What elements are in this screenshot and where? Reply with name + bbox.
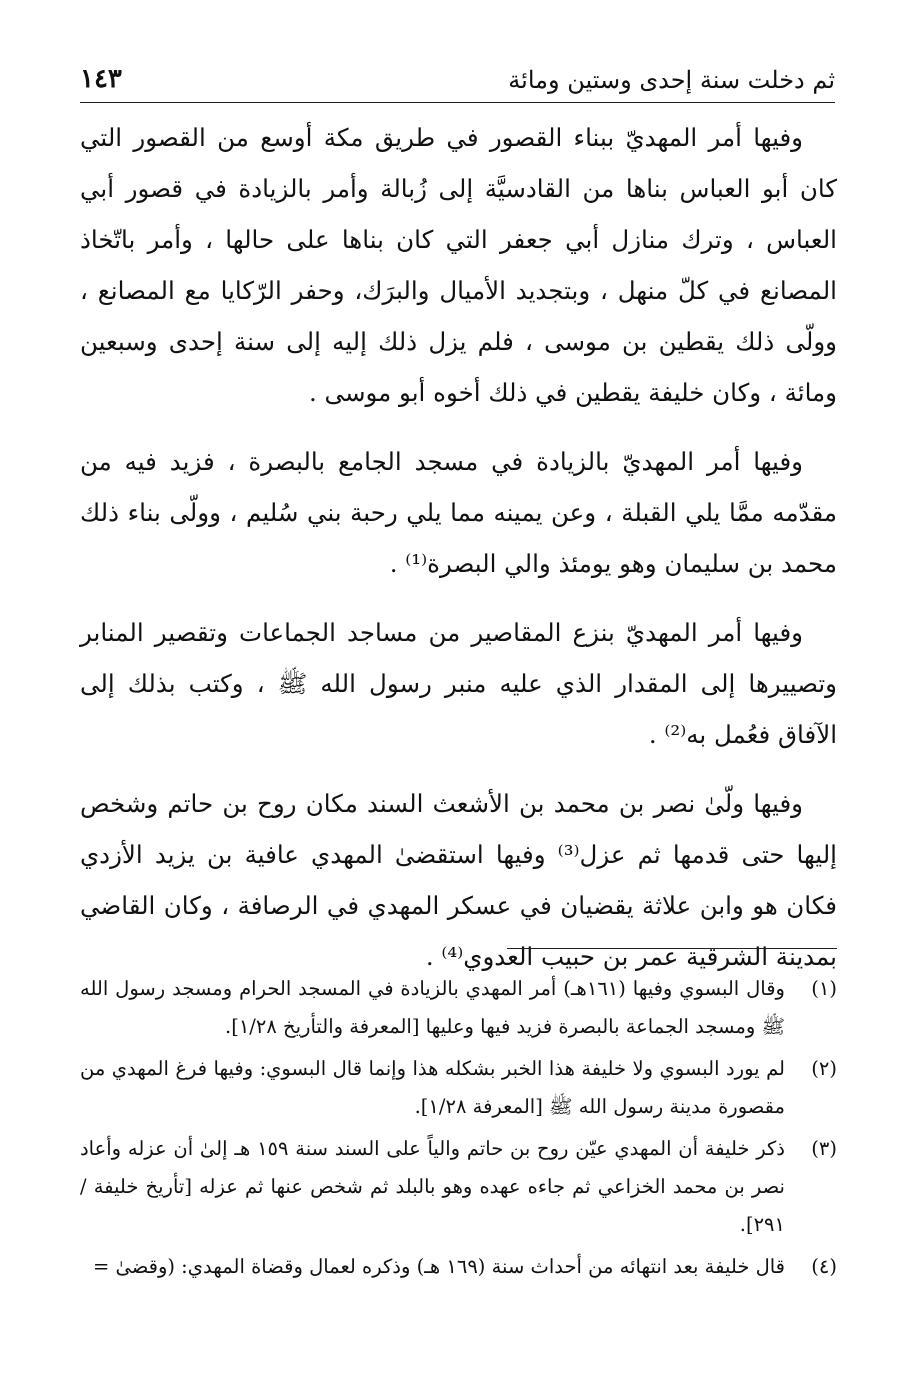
paragraph: وفيها ولّىٰ نصر بن محمد بن الأشعث السند مكان روح بن حاتم وشخص إليها حتى قدمها ثم عزل⁽³⁾ وفيها استقضىٰ المهدي عافية بن يزيد الأزدي فكان هو وابن علاثة يقضيان في عسكر المهدي في الرصافة ، وكان القاضي بمدينة الشرقية عمر بن حبيب العدوي⁽⁴⁾ . (80, 789, 837, 971)
footnote-divider (507, 948, 837, 949)
footnote-item (80, 1130, 837, 1244)
footnote-text: وقال البسوي وفيها (١٦١هـ) أمر المهدي بالزيادة في المسجد الحرام ومسجد رسول الله ﷺ ومسجد الجماعة بالبصرة فزيد فيها وعليها [المعرفة والتأريخ ١/٢٨]. (80, 977, 785, 1038)
footnote-item (80, 1050, 837, 1126)
footnotes (80, 970, 837, 1290)
running-title: ثم دخلت سنة إحدى وستين ومائة (508, 66, 835, 94)
paragraph: وفيها أمر المهديّ بنزع المقاصير من مساجد الجماعات وتقصير المنابر وتصييرها إلى المقدار الذي عليه منبر رسول الله ﷺ ، وكتب بذلك إلى الآفاق فعُمل به⁽²⁾ . (80, 618, 837, 749)
footnote-number: (٢) (811, 1057, 837, 1080)
footnote-item (80, 1248, 837, 1286)
footnote-item (80, 970, 837, 1046)
footnote-number: (٤) (811, 1255, 837, 1278)
footnote-number: (٣) (811, 1137, 837, 1160)
paragraph: وفيها أمر المهديّ بالزيادة في مسجد الجامع بالبصرة ، فزيد فيه من مقدّمه ممَّا يلي القبلة ، وعن يمينه مما يلي رحبة بني سُليم ، وولّى بناء ذلك محمد بن سليمان وهو يومئذ والي البصرة⁽¹⁾ . (80, 447, 837, 578)
paragraph: وفيها أمر المهديّ ببناء القصور في طريق مكة أوسع من القصور التي كان أبو العباس بناها من القادسيَّة إلى زُبالة وأمر بالزيادة في قصور أبي العباس ، وترك منازل أبي جعفر التي كان بناها على حالها ، وأمر باتّخاذ المصانع في كلّ منهل ، وبتجديد الأميال والبرَك، وحفر الرّكايا مع المصانع ، وولّى ذلك يقطين بن موسى ، فلم يزل ذلك إليه إلى سنة إحدى وسبعين ومائة ، وكان خليفة يقطين في ذلك أخوه أبو موسى . (80, 123, 837, 407)
footnote-text: ذكر خليفة أن المهدي عيّن روح بن حاتم والياً على السند سنة ١٥٩ هـ إلىٰ أن عزله وأعاد نصر بن محمد الخزاعي ثم جاءه عهده وهو بالبلد ثم شخص عنها ثم عزله [تأريخ خليفة / ٢٩١]. (80, 1137, 785, 1236)
page-header (80, 62, 835, 103)
footnote-text: قال خليفة بعد انتهائه من أحداث سنة (١٦٩ هـ) وذكره لعمال وقضاة المهدي: (وقضىٰ = (92, 1255, 785, 1278)
main-text (80, 112, 837, 1000)
footnote-number: (١) (811, 977, 837, 1000)
footnote-text: لم يورد البسوي ولا خليفة هذا الخبر بشكله هذا وإنما قال البسوي: وفيها فرغ المهدي من مقصورة مدينة رسول الله ﷺ [المعرفة ١/٢٨]. (80, 1057, 785, 1118)
page-number: ١٤٣ (80, 64, 122, 94)
